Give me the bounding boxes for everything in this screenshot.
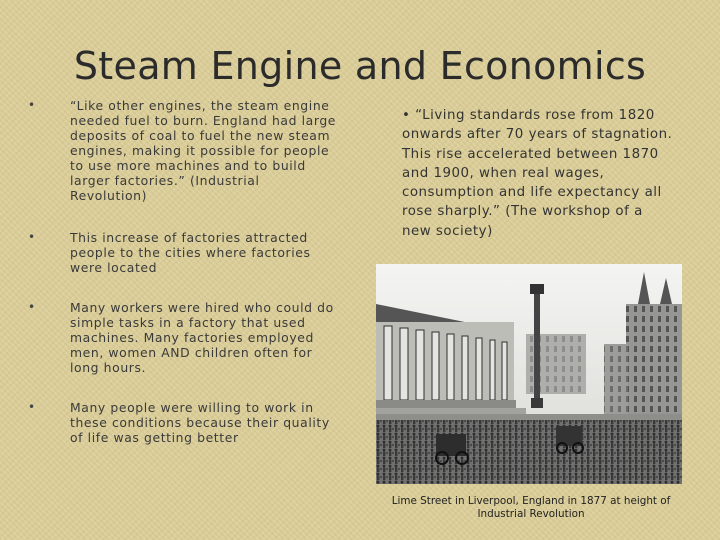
photo-caption: Lime Street in Liverpool, England in 1877 at height of Industrial Revolution bbox=[391, 495, 671, 520]
bullet-text: Many workers were hired who could do simple tasks in a factory that used machines. Many factories employed men, women AND children often for long hours. bbox=[70, 300, 334, 375]
bullet-marker: • bbox=[28, 98, 36, 112]
bullet-marker: • bbox=[28, 230, 36, 244]
bullet-text: “Like other engines, the steam engine needed fuel to burn. England had large deposits of coal to fuel the new steam engines, making it possible for people to use more machines and to build larger factories.” (Industrial Revolution) bbox=[70, 98, 337, 203]
slide-title: Steam Engine and Economics bbox=[73, 44, 647, 88]
bullet-text: Many people were willing to work in these conditions because their quality of life was getting better bbox=[70, 400, 330, 445]
lime-street-photo bbox=[376, 264, 682, 484]
bullet-marker: • bbox=[28, 300, 36, 314]
quote-text: • “Living standards rose from 1820 onwards after 70 years of stagnation. This rise accelerated between 1870 and 1900, when real wages, consumption and life expectancy all rose sharply.” (The workshop of a new society) bbox=[402, 108, 673, 239]
bullet-marker: • bbox=[28, 400, 36, 414]
bullet-text: This increase of factories attracted people to the cities where factories were located bbox=[70, 230, 311, 275]
